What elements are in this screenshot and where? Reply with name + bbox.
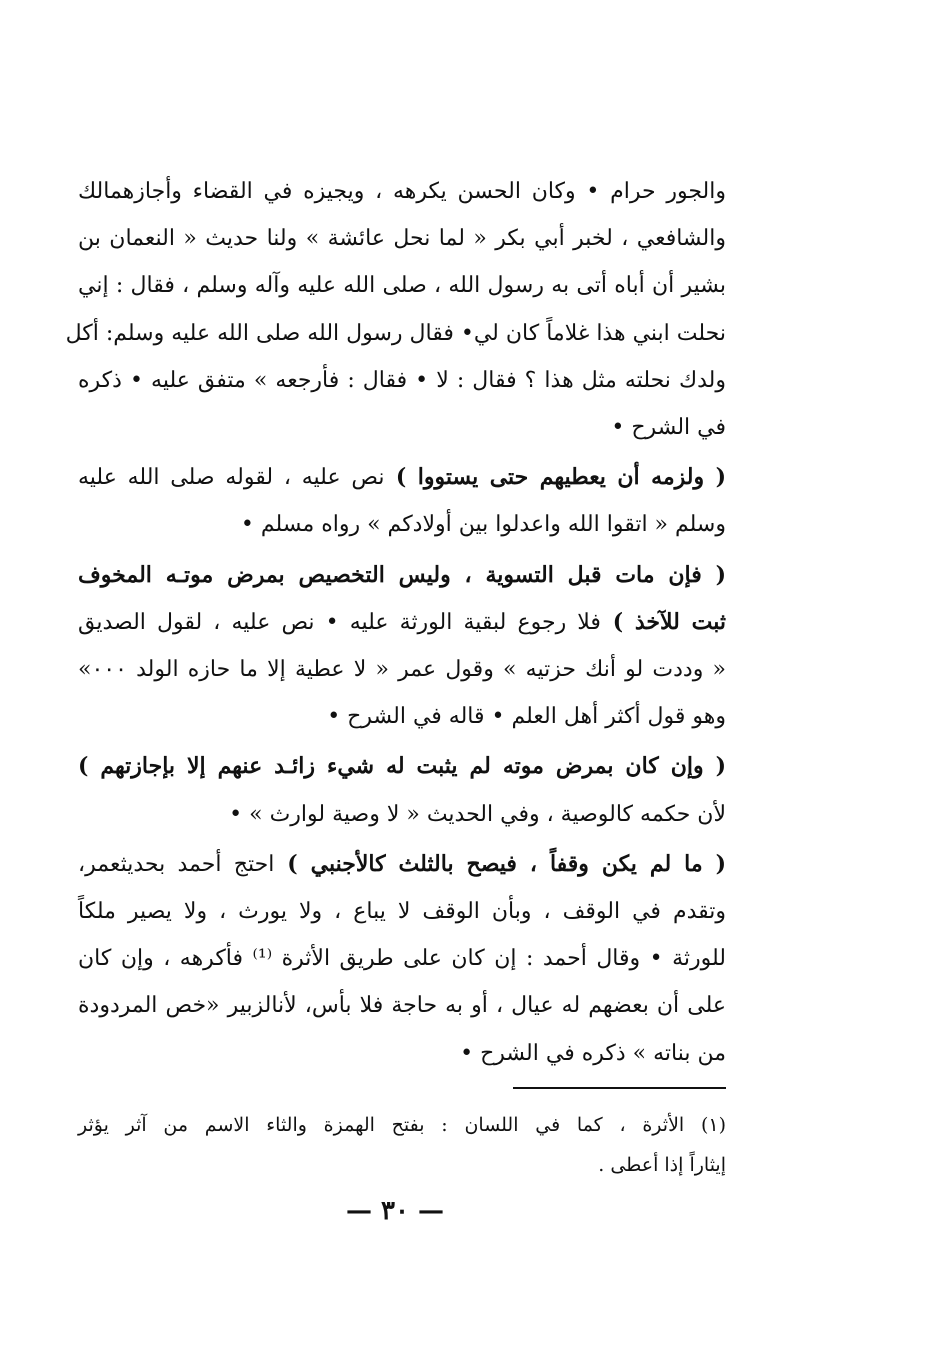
commentary-text: على أن بعضهم له عيال ، أو به حاجة فلا بأس، لأنالزبير «خص المردودة bbox=[78, 993, 726, 1019]
text-line bbox=[78, 168, 726, 215]
commentary-text: فلا رجوع لبقية الورثة عليه • نص عليه ، لقول الصديق bbox=[78, 609, 601, 635]
footnote-line: (١) الأثرة ، كما في اللسان : بفتح الهمزة والثاء الاسم من آثر يؤثر bbox=[78, 1114, 726, 1136]
text-line bbox=[78, 215, 726, 262]
page-number: — ٣٠ — bbox=[345, 1196, 445, 1226]
commentary-text: ولدك نحلته مثل هذا ؟ فقال : لا • فقال : فأرجعه » متفق عليه • ذكره bbox=[78, 367, 726, 393]
text-line bbox=[78, 791, 726, 838]
commentary-text: للورثة • وقال أحمد : إن كان على طريق الأثرة ⁽¹⁾ فأكرهه ، وإن كان bbox=[78, 946, 726, 972]
commentary-text: « وددت لو أنك حزتيه » وقول عمر « لا عطية إلا ما حازه الولد ٠٠٠» bbox=[78, 657, 726, 683]
commentary-text: بشير أن أباه أتى به رسول الله ، صلى الله عليه وآله وسلم ، فقال : إني bbox=[78, 273, 726, 299]
main-text bbox=[65, 168, 726, 1080]
text-line bbox=[78, 841, 726, 888]
paragraph bbox=[78, 552, 726, 741]
text-line bbox=[78, 262, 726, 309]
text-line bbox=[78, 501, 726, 548]
commentary-text: والشافعي ، لخبر أبي بكر « لما نحل عائشة » ولنا حديث « النعمان بن bbox=[78, 226, 726, 252]
commentary-text: من بناته » ذكره في الشرح • bbox=[460, 1040, 726, 1066]
text-line bbox=[78, 357, 726, 404]
text-line bbox=[78, 693, 726, 740]
text-line bbox=[78, 646, 726, 693]
text-line bbox=[78, 404, 726, 451]
commentary-text: وتقدم في الوقف ، وبأن الوقف لا يباع ، ولا يورث ، ولا يصير ملكاً bbox=[78, 899, 726, 925]
text-line bbox=[78, 552, 726, 599]
paragraph bbox=[65, 168, 726, 451]
commentary-text: وسلم « اتقوا الله واعدلوا بين أولادكم » رواه مسلم • bbox=[240, 512, 726, 538]
commentary-text: وهو قول أكثر أهل العلم • قاله في الشرح • bbox=[327, 704, 726, 730]
commentary-text: نحلت ابني هذا غلاماً كان لي• فقال رسول الله صلى الله عليه وسلم: أكل bbox=[65, 320, 726, 346]
text-line bbox=[78, 888, 726, 935]
matn-text: ( ما لم يكن وقفاً ، فيصح بالثلث كالأجنبي ) bbox=[274, 850, 726, 877]
text-line bbox=[65, 310, 726, 357]
commentary-text: لأن حكمه كالوصية ، وفي الحديث « لا وصية لوارث » • bbox=[229, 801, 726, 827]
text-line bbox=[78, 599, 726, 646]
text-line bbox=[78, 743, 726, 790]
footnote bbox=[78, 1105, 726, 1185]
commentary-text: في الشرح • bbox=[611, 415, 726, 441]
footnote-line: إيثاراً إذا أعطى . bbox=[598, 1154, 726, 1176]
commentary-text: نص عليه ، لقوله صلى الله عليه bbox=[78, 465, 385, 491]
matn-text: ( وإن كان بمرض موته لم يثبت له شيء زائـد عنهم إلا بإجازتهم ) bbox=[78, 753, 726, 780]
text-line bbox=[78, 454, 726, 501]
text-line bbox=[78, 982, 726, 1029]
paragraph bbox=[78, 454, 726, 548]
paragraph bbox=[78, 841, 726, 1077]
text-line bbox=[78, 1030, 726, 1077]
text-line bbox=[78, 935, 726, 982]
matn-text: ( ولزمه أن يعطيهم حتى يستووا ) bbox=[384, 464, 726, 491]
commentary-text: والجور حرام • وكان الحسن يكرهه ، ويجيزه في القضاء وأجازهمالك bbox=[78, 179, 726, 204]
matn-text: ثبت للآخذ ) bbox=[600, 608, 726, 635]
commentary-text: احتج أحمد بحديثعمر، bbox=[78, 851, 275, 877]
matn-text: ( فإن مات قبل التسوية ، وليس التخصيص بمرض موتـه المخوف bbox=[78, 561, 726, 588]
paragraph bbox=[78, 743, 726, 837]
footnote-separator bbox=[513, 1087, 726, 1089]
